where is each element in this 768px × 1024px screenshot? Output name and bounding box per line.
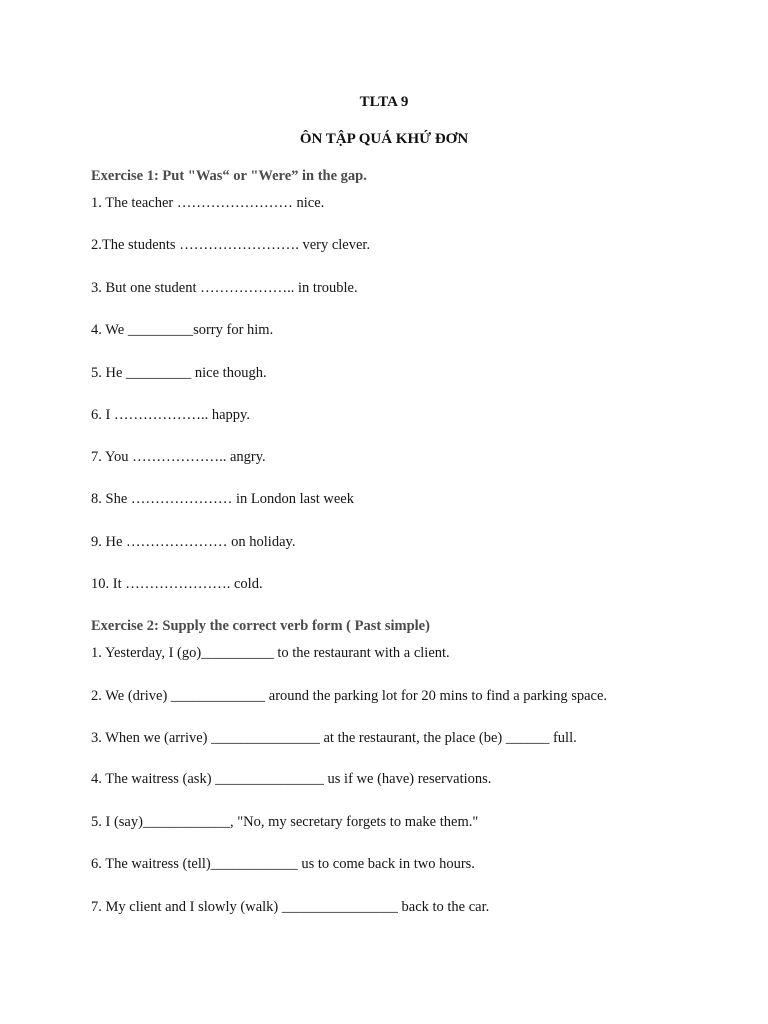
- exercise-2-item-2: 2. We (drive) _____________ around the parking lot for 20 mins to find a parking space.: [91, 688, 608, 704]
- exercise-1-heading: Exercise 1: Put "Was“ or "Were” in the gap.: [91, 168, 367, 184]
- exercise-2-item-5: 5. I (say)____________, "No, my secretary forgets to make them.": [91, 814, 479, 830]
- document-subtitle: ÔN TẬP QUÁ KHỨ ĐƠN: [299, 131, 469, 147]
- exercise-1-item-5: 5. He _________ nice though.: [91, 365, 267, 381]
- exercise-1-item-9: 9. He ………………… on holiday.: [91, 534, 296, 550]
- exercise-2-item-7: 7. My client and I slowly (walk) ________________ back to the car.: [91, 899, 490, 915]
- exercise-1-item-6: 6. I ……………….. happy.: [91, 407, 250, 423]
- exercise-2-item-1: 1. Yesterday, I (go)__________ to the restaurant with a client.: [91, 645, 450, 661]
- exercise-1-item-8: 8. She ………………… in London last week: [91, 491, 354, 507]
- exercise-1-item-2: 2.The students ……………………. very clever.: [91, 237, 371, 253]
- exercise-2-item-6: 6. The waitress (tell)____________ us to come back in two hours.: [91, 856, 475, 872]
- exercise-2-item-4: 4. The waitress (ask) _______________ us if we (have) reservations.: [91, 771, 492, 787]
- exercise-1-item-7: 7. You ……………….. angry.: [91, 449, 266, 465]
- exercise-1-item-1: 1. The teacher …………………… nice.: [91, 195, 325, 211]
- exercise-1-item-4: 4. We _________sorry for him.: [91, 322, 274, 338]
- exercise-2-heading: Exercise 2: Supply the correct verb form ( Past simple): [91, 618, 430, 634]
- exercise-1-item-3: 3. But one student ……………….. in trouble.: [91, 280, 358, 296]
- exercise-1-item-10: 10. It …………………. cold.: [91, 576, 263, 592]
- document-title: TLTA 9: [359, 94, 409, 110]
- exercise-2-item-3: 3. When we (arrive) _______________ at the restaurant, the place (be) ______ full.: [91, 730, 577, 746]
